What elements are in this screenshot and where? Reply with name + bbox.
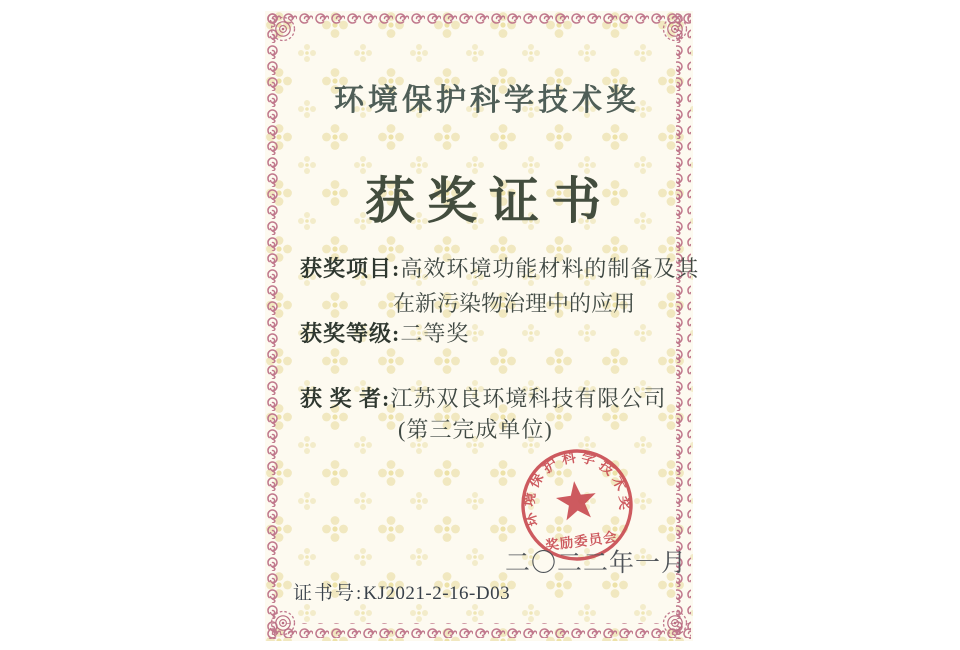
field-winner <box>300 382 666 413</box>
winner-label: 获 奖 者: <box>300 386 391 411</box>
grade-label: 获奖等级: <box>300 321 401 346</box>
certificate-title: 获奖证书 <box>365 173 613 229</box>
project-value-line1: 高效环境功能材料的制备及其 <box>400 256 700 281</box>
field-grade <box>300 317 469 348</box>
certificate <box>265 11 700 641</box>
field-project <box>300 252 699 283</box>
certificate-number-label: 证书号: <box>293 583 364 604</box>
issue-date: 二〇二二年一月 <box>505 550 688 577</box>
project-value-line2: 在新污染物治理中的应用 <box>393 291 636 316</box>
seal-bottom-text: 奖励委员会 <box>544 529 619 554</box>
winner-value: 江苏双良环境科技有限公司 <box>390 386 667 411</box>
award-title: 环境保护科学技术奖 <box>334 84 640 117</box>
winner-note: (第三完成单位) <box>398 417 553 442</box>
certificate-number-value: KJ2021-2-16-D03 <box>363 583 511 604</box>
certificate-number <box>293 578 510 605</box>
seal-star-icon <box>554 479 598 522</box>
seal-ring-text: 环境保护科学技术奖 <box>522 450 632 529</box>
project-label: 获奖项目: <box>300 256 401 281</box>
grade-value: 二等奖 <box>400 321 470 346</box>
